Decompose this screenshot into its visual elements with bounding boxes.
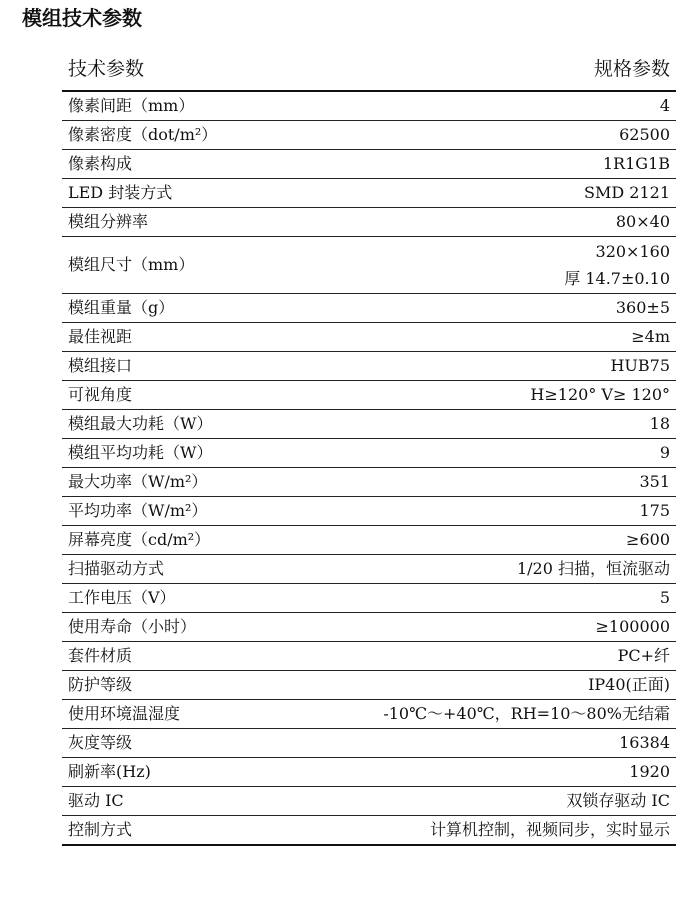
table-row xyxy=(62,352,676,381)
param-label: 模组平均功耗（W） xyxy=(62,439,369,468)
param-label: 工作电压（V） xyxy=(62,584,369,613)
table-row xyxy=(62,91,676,121)
param-label: 使用寿命（小时） xyxy=(62,613,369,642)
param-value: HUB75 xyxy=(369,352,676,381)
param-value: H≥120° V≥ 120° xyxy=(369,381,676,410)
param-value: 360±5 xyxy=(369,294,676,323)
param-label: 可视角度 xyxy=(62,381,369,410)
table-row xyxy=(62,323,676,352)
table-row xyxy=(62,121,676,150)
param-value: 9 xyxy=(369,439,676,468)
table-row xyxy=(62,410,676,439)
param-value: 175 xyxy=(369,497,676,526)
param-value: 4 xyxy=(369,91,676,121)
param-value: 16384 xyxy=(369,729,676,758)
page-title: 模组技术参数 xyxy=(22,6,142,30)
param-label: 驱动 IC xyxy=(62,787,369,816)
param-value: 计算机控制，视频同步，实时显示 xyxy=(369,816,676,846)
table-row xyxy=(62,179,676,208)
param-label: 模组分辨率 xyxy=(62,208,369,237)
param-value: SMD 2121 xyxy=(369,179,676,208)
param-value: PC+纤 xyxy=(369,642,676,671)
table-row xyxy=(62,584,676,613)
table-row xyxy=(62,816,676,846)
param-value: ≥100000 xyxy=(369,613,676,642)
table-row xyxy=(62,555,676,584)
param-label: 模组尺寸（mm） xyxy=(62,237,369,294)
param-value: 双锁存驱动 IC xyxy=(369,787,676,816)
param-label: 模组接口 xyxy=(62,352,369,381)
param-label: 屏幕亮度（cd/m²） xyxy=(62,526,369,555)
table-row xyxy=(62,613,676,642)
table-row xyxy=(62,208,676,237)
param-label: 最大功率（W/m²） xyxy=(62,468,369,497)
table-row xyxy=(62,671,676,700)
param-label: 模组最大功耗（W） xyxy=(62,410,369,439)
spec-table xyxy=(62,44,676,846)
header-value: 规格参数 xyxy=(369,44,676,91)
param-label: 平均功率（W/m²） xyxy=(62,497,369,526)
param-label: 防护等级 xyxy=(62,671,369,700)
param-value: IP40(正面) xyxy=(369,671,676,700)
value-line: 厚 14.7±0.10 xyxy=(564,269,670,288)
table-header-row xyxy=(62,44,676,91)
table-row xyxy=(62,294,676,323)
param-value xyxy=(369,237,676,294)
param-value: 5 xyxy=(369,584,676,613)
param-label: 使用环境温湿度 xyxy=(62,700,369,729)
param-label: 扫描驱动方式 xyxy=(62,555,369,584)
table-row xyxy=(62,642,676,671)
table-row xyxy=(62,787,676,816)
table-row xyxy=(62,700,676,729)
param-label: 刷新率(Hz) xyxy=(62,758,369,787)
param-value: 80×40 xyxy=(369,208,676,237)
param-value: 1/20 扫描，恒流驱动 xyxy=(369,555,676,584)
table-row xyxy=(62,439,676,468)
param-label: 模组重量（g） xyxy=(62,294,369,323)
param-value: -10℃～+40℃，RH=10～80%无结霜 xyxy=(369,700,676,729)
param-label: 控制方式 xyxy=(62,816,369,846)
param-label: LED 封装方式 xyxy=(62,179,369,208)
param-label: 像素间距（mm） xyxy=(62,91,369,121)
table-row xyxy=(62,758,676,787)
param-value: 18 xyxy=(369,410,676,439)
param-value: 62500 xyxy=(369,121,676,150)
table-row xyxy=(62,237,676,294)
value-line: 320×160 xyxy=(595,242,670,261)
param-label: 像素构成 xyxy=(62,150,369,179)
param-label: 像素密度（dot/m²） xyxy=(62,121,369,150)
header-param: 技术参数 xyxy=(62,44,369,91)
param-value: ≥4m xyxy=(369,323,676,352)
param-label: 套件材质 xyxy=(62,642,369,671)
param-label: 灰度等级 xyxy=(62,729,369,758)
table-row xyxy=(62,468,676,497)
param-label: 最佳视距 xyxy=(62,323,369,352)
table-row xyxy=(62,497,676,526)
param-value: 351 xyxy=(369,468,676,497)
param-value: ≥600 xyxy=(369,526,676,555)
table-row xyxy=(62,729,676,758)
table-row xyxy=(62,381,676,410)
param-value: 1R1G1B xyxy=(369,150,676,179)
param-value: 1920 xyxy=(369,758,676,787)
table-row xyxy=(62,150,676,179)
table-row xyxy=(62,526,676,555)
